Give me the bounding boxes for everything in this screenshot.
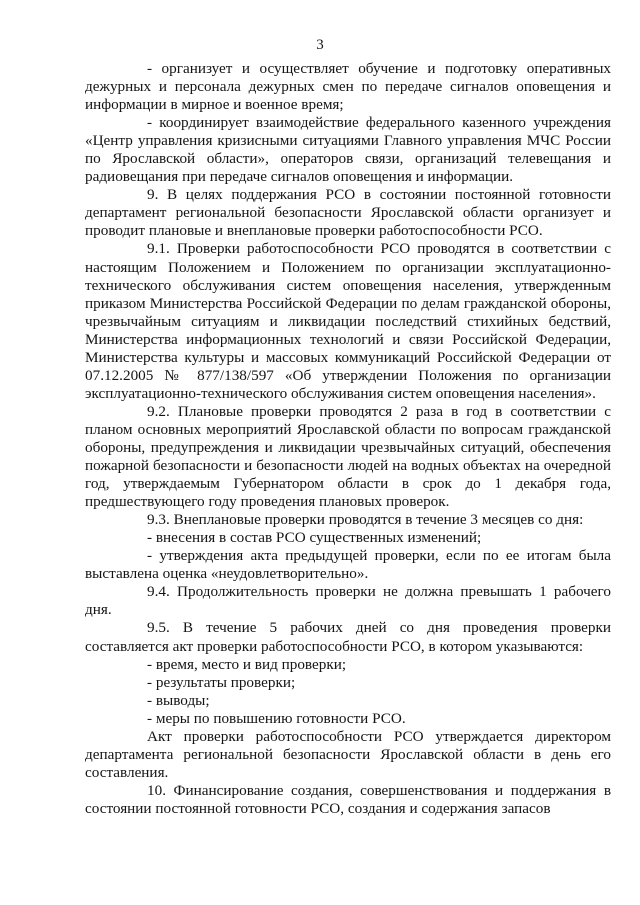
list-item-measures: - меры по повышению готовности РСО. <box>147 709 406 727</box>
paragraph-9: 9. В целях поддержания РСО в состоянии постоянной готовности департамент региональной безопасности Ярославской области организует и проводит плановые и внеплановые проверки работоспособности РСО. <box>85 186 611 240</box>
paragraph-9-1: 9.1. Проверки работоспособности РСО проводятся в соответствии с настоящим Положением и Положением по организации эксплуатационно-технического обслуживания систем оповещения населения, утвержденным приказом Министерства Российской Федерации по делам гражданской обороны, чрезвычайным ситуациям и ликвидации последствий стихийных бедствий, Министерства информационных технологий и связи Российской Федерации, Министерства культуры и массовых коммуникаций Российской Федерации от 07.12.2005 № 877/138/597 «Об утверждении Положения по организации эксплуатационно-технического обслуживания систем оповещения населения». <box>85 240 611 402</box>
list-item-time-place: - время, место и вид проверки; <box>147 655 347 673</box>
list-item-changes: - внесения в состав РСО существенных изменений; <box>147 529 482 547</box>
paragraph-9-5: 9.5. В течение 5 рабочих дней со дня проведения проверки составляется акт проверки работоспособности РСО, в котором указываются: <box>85 619 611 655</box>
paragraph-9-3: 9.3. Внеплановые проверки проводятся в течение 3 месяцев со дня: <box>147 511 584 529</box>
paragraph-coordination: - координирует взаимодействие федерального казенного учреждения «Центр управления кризисными ситуациями Главного управления МЧС России по Ярославской области», операторов связи, организаций телевещания и радиовещания при передаче сигналов оповещения и информации. <box>85 114 611 186</box>
paragraph-9-2: 9.2. Плановые проверки проводятся 2 раза в год в соответствии с планом основных мероприятий Ярославской области по вопросам гражданской обороны, предупреждения и ликвидации чрезвычайных ситуаций, обеспечения пожарной безопасности и безопасности людей на водных объектах на очередной год, утверждаемым Губернатором области в срок до 1 декабря года, предшествующего году проведения плановых проверок. <box>85 402 611 511</box>
paragraph-duty-training: - организует и осуществляет обучение и подготовку оперативных дежурных и персонала дежурных смен по передаче сигналов оповещения и информации в мирное и военное время; <box>85 60 611 114</box>
list-item-conclusions: - выводы; <box>147 691 210 709</box>
paragraph-10: 10. Финансирование создания, совершенствования и поддержания в состоянии постоянной готовности РСО, создания и содержания запасов <box>85 781 611 817</box>
page-number: 3 <box>316 37 324 53</box>
document-body <box>85 60 611 818</box>
list-item-previous-act: - утверждения акта предыдущей проверки, если по ее итогам была выставлена оценка «неудовлетворительно». <box>85 547 611 583</box>
list-item-results: - результаты проверки; <box>147 673 296 691</box>
paragraph-9-4: 9.4. Продолжительность проверки не должна превышать 1 рабочего дня. <box>85 583 611 619</box>
paragraph-act-approval: Акт проверки работоспособности РСО утверждается директором департамента региональной безопасности Ярославской области в день его составления. <box>85 727 611 781</box>
